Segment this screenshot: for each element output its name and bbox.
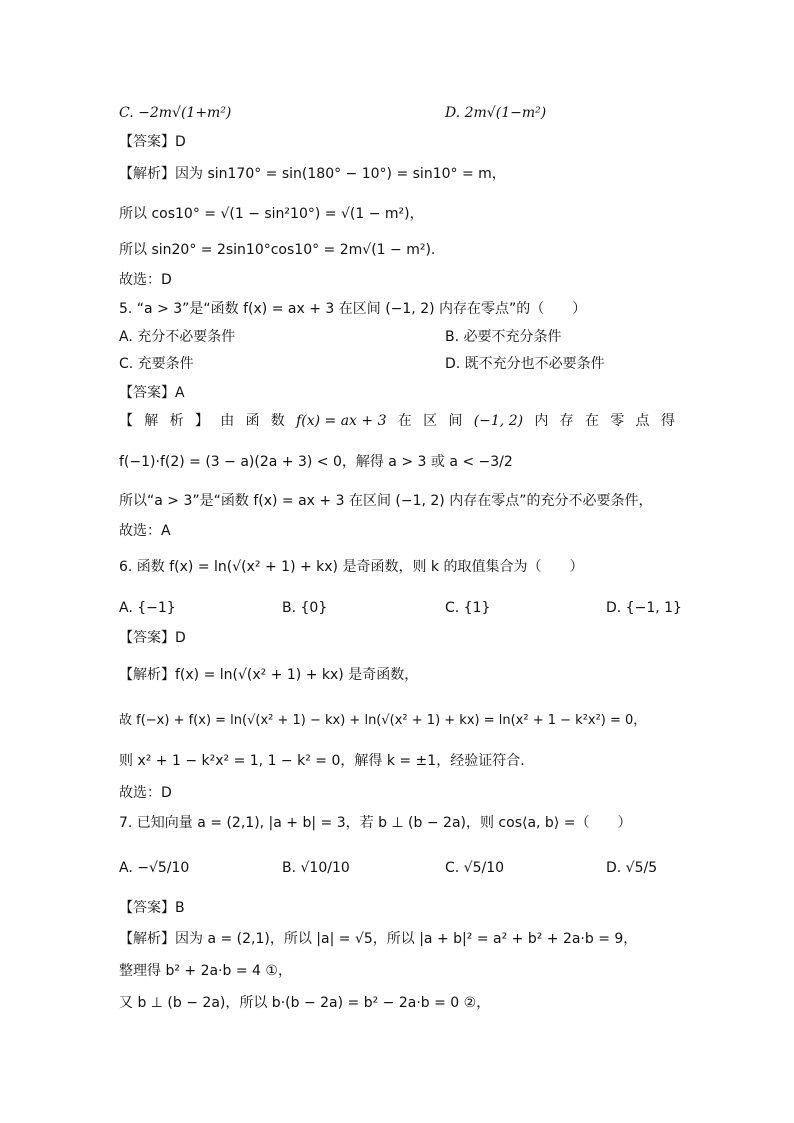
q4-conclusion: 故选：D xyxy=(119,272,172,288)
q5-analysis-word: 【 xyxy=(119,413,133,429)
q5-analysis-word: 零 xyxy=(610,413,625,429)
q5-analysis-word: 】 xyxy=(194,413,209,429)
q5-analysis-word: 存 xyxy=(559,413,574,429)
q6-option-a: A. {−1} xyxy=(119,600,176,616)
q5-analysis-word: 得 xyxy=(660,413,675,429)
q7-stem: 7. 已知向量 a = (2,1), |a + b| = 3，若 b ⊥ (b − 2a)，则 cos⟨a, b⟩ =（ ） xyxy=(119,815,632,831)
q7-analysis-line-3: 又 b ⊥ (b − 2a)，所以 b·(b − 2a) = b² − 2a·b = 0 ②， xyxy=(119,995,491,1011)
q6-analysis-line-3: 则 x² + 1 − k²x² = 1, 1 − k² = 0，解得 k = ±1，经验证符合. xyxy=(119,753,525,769)
q6-answer: 【答案】D xyxy=(119,630,186,646)
q7-option-c: C. √5/10 xyxy=(445,860,505,876)
q6-analysis-line-2: 故 f(−x) + f(x) = ln(√(x² + 1) − kx) + ln(√(x² + 1) + kx) = ln(x² + 1 − k²x²) = 0， xyxy=(119,713,647,728)
q4-analysis-line-1: 【解析】因为 sin170° = sin(180° − 10°) = sin10° = m， xyxy=(119,166,506,182)
q5-analysis-word: 在 xyxy=(584,413,599,429)
q5-analysis-word: 在 xyxy=(397,413,412,429)
q5-analysis-line-3: 所以“a > 3”是“函数 f(x) = ax + 3 在区间 (−1, 2) 内存在零点”的充分不必要条件， xyxy=(119,493,653,509)
q5-conclusion: 故选：A xyxy=(119,523,171,539)
q5-analysis-line-2: f(−1)·f(2) = (3 − a)(2a + 3) < 0，解得 a > 3 或 a < −3/2 xyxy=(119,454,513,470)
q5-analysis-word: 区 xyxy=(423,413,438,429)
q7-answer: 【答案】B xyxy=(119,900,185,916)
q5-analysis-word: 内 xyxy=(534,413,549,429)
q5-stem: 5. “a > 3”是“函数 f(x) = ax + 3 在区间 (−1, 2) 内存在零点”的（ ） xyxy=(119,301,587,317)
q5-analysis-formula: (−1, 2) xyxy=(473,413,524,429)
q7-option-d: D. √5/5 xyxy=(606,860,658,876)
q5-analysis-word: 析 xyxy=(169,413,184,429)
q7-option-b: B. √10/10 xyxy=(282,860,350,876)
q6-conclusion: 故选：D xyxy=(119,785,172,801)
q5-analysis-word: 解 xyxy=(144,413,159,429)
q5-analysis-formula: f(x) = ax + 3 xyxy=(296,413,387,429)
q5-analysis-word: 间 xyxy=(448,413,463,429)
q5-analysis-line-1 xyxy=(119,411,675,431)
q5-option-a: A. 充分不必要条件 xyxy=(119,329,236,345)
q5-analysis-word: 点 xyxy=(635,413,650,429)
q5-option-c: C. 充要条件 xyxy=(119,356,194,372)
q6-option-b: B. {0} xyxy=(282,600,328,616)
q7-option-a: A. −√5/10 xyxy=(119,860,190,876)
q5-analysis-word: 函 xyxy=(245,413,260,429)
q6-stem: 6. 函数 f(x) = ln(√(x² + 1) + kx) 是奇函数，则 k 的取值集合为（ ） xyxy=(119,559,584,575)
q5-answer: 【答案】A xyxy=(119,385,185,401)
q5-analysis-word: 数 xyxy=(270,413,285,429)
q5-option-b: B. 必要不充分条件 xyxy=(445,329,562,345)
q4-answer: 【答案】D xyxy=(119,134,186,150)
q5-analysis-word: 由 xyxy=(220,413,235,429)
q6-option-c: C. {1} xyxy=(445,600,491,616)
q6-option-d: D. {−1, 1} xyxy=(606,600,682,616)
q5-option-d: D. 既不充分也不必要条件 xyxy=(445,356,605,372)
q4-analysis-line-3: 所以 sin20° = 2sin10°cos10° = 2m√(1 − m²). xyxy=(119,242,436,258)
q7-analysis-line-1: 【解析】因为 a = (2,1)，所以 |a| = √5，所以 |a + b|² = a² + b² + 2a·b = 9， xyxy=(119,931,638,947)
q4-option-d: D. 2m√(1−m²) xyxy=(445,105,547,121)
q6-analysis-line-1: 【解析】f(x) = ln(√(x² + 1) + kx) 是奇函数， xyxy=(119,667,419,683)
q7-analysis-line-2: 整理得 b² + 2a·b = 4 ①， xyxy=(119,963,292,979)
q4-analysis-line-2: 所以 cos10° = √(1 − sin²10°) = √(1 − m²)， xyxy=(119,206,424,222)
q4-option-c: C. −2m√(1+m²) xyxy=(119,105,232,121)
